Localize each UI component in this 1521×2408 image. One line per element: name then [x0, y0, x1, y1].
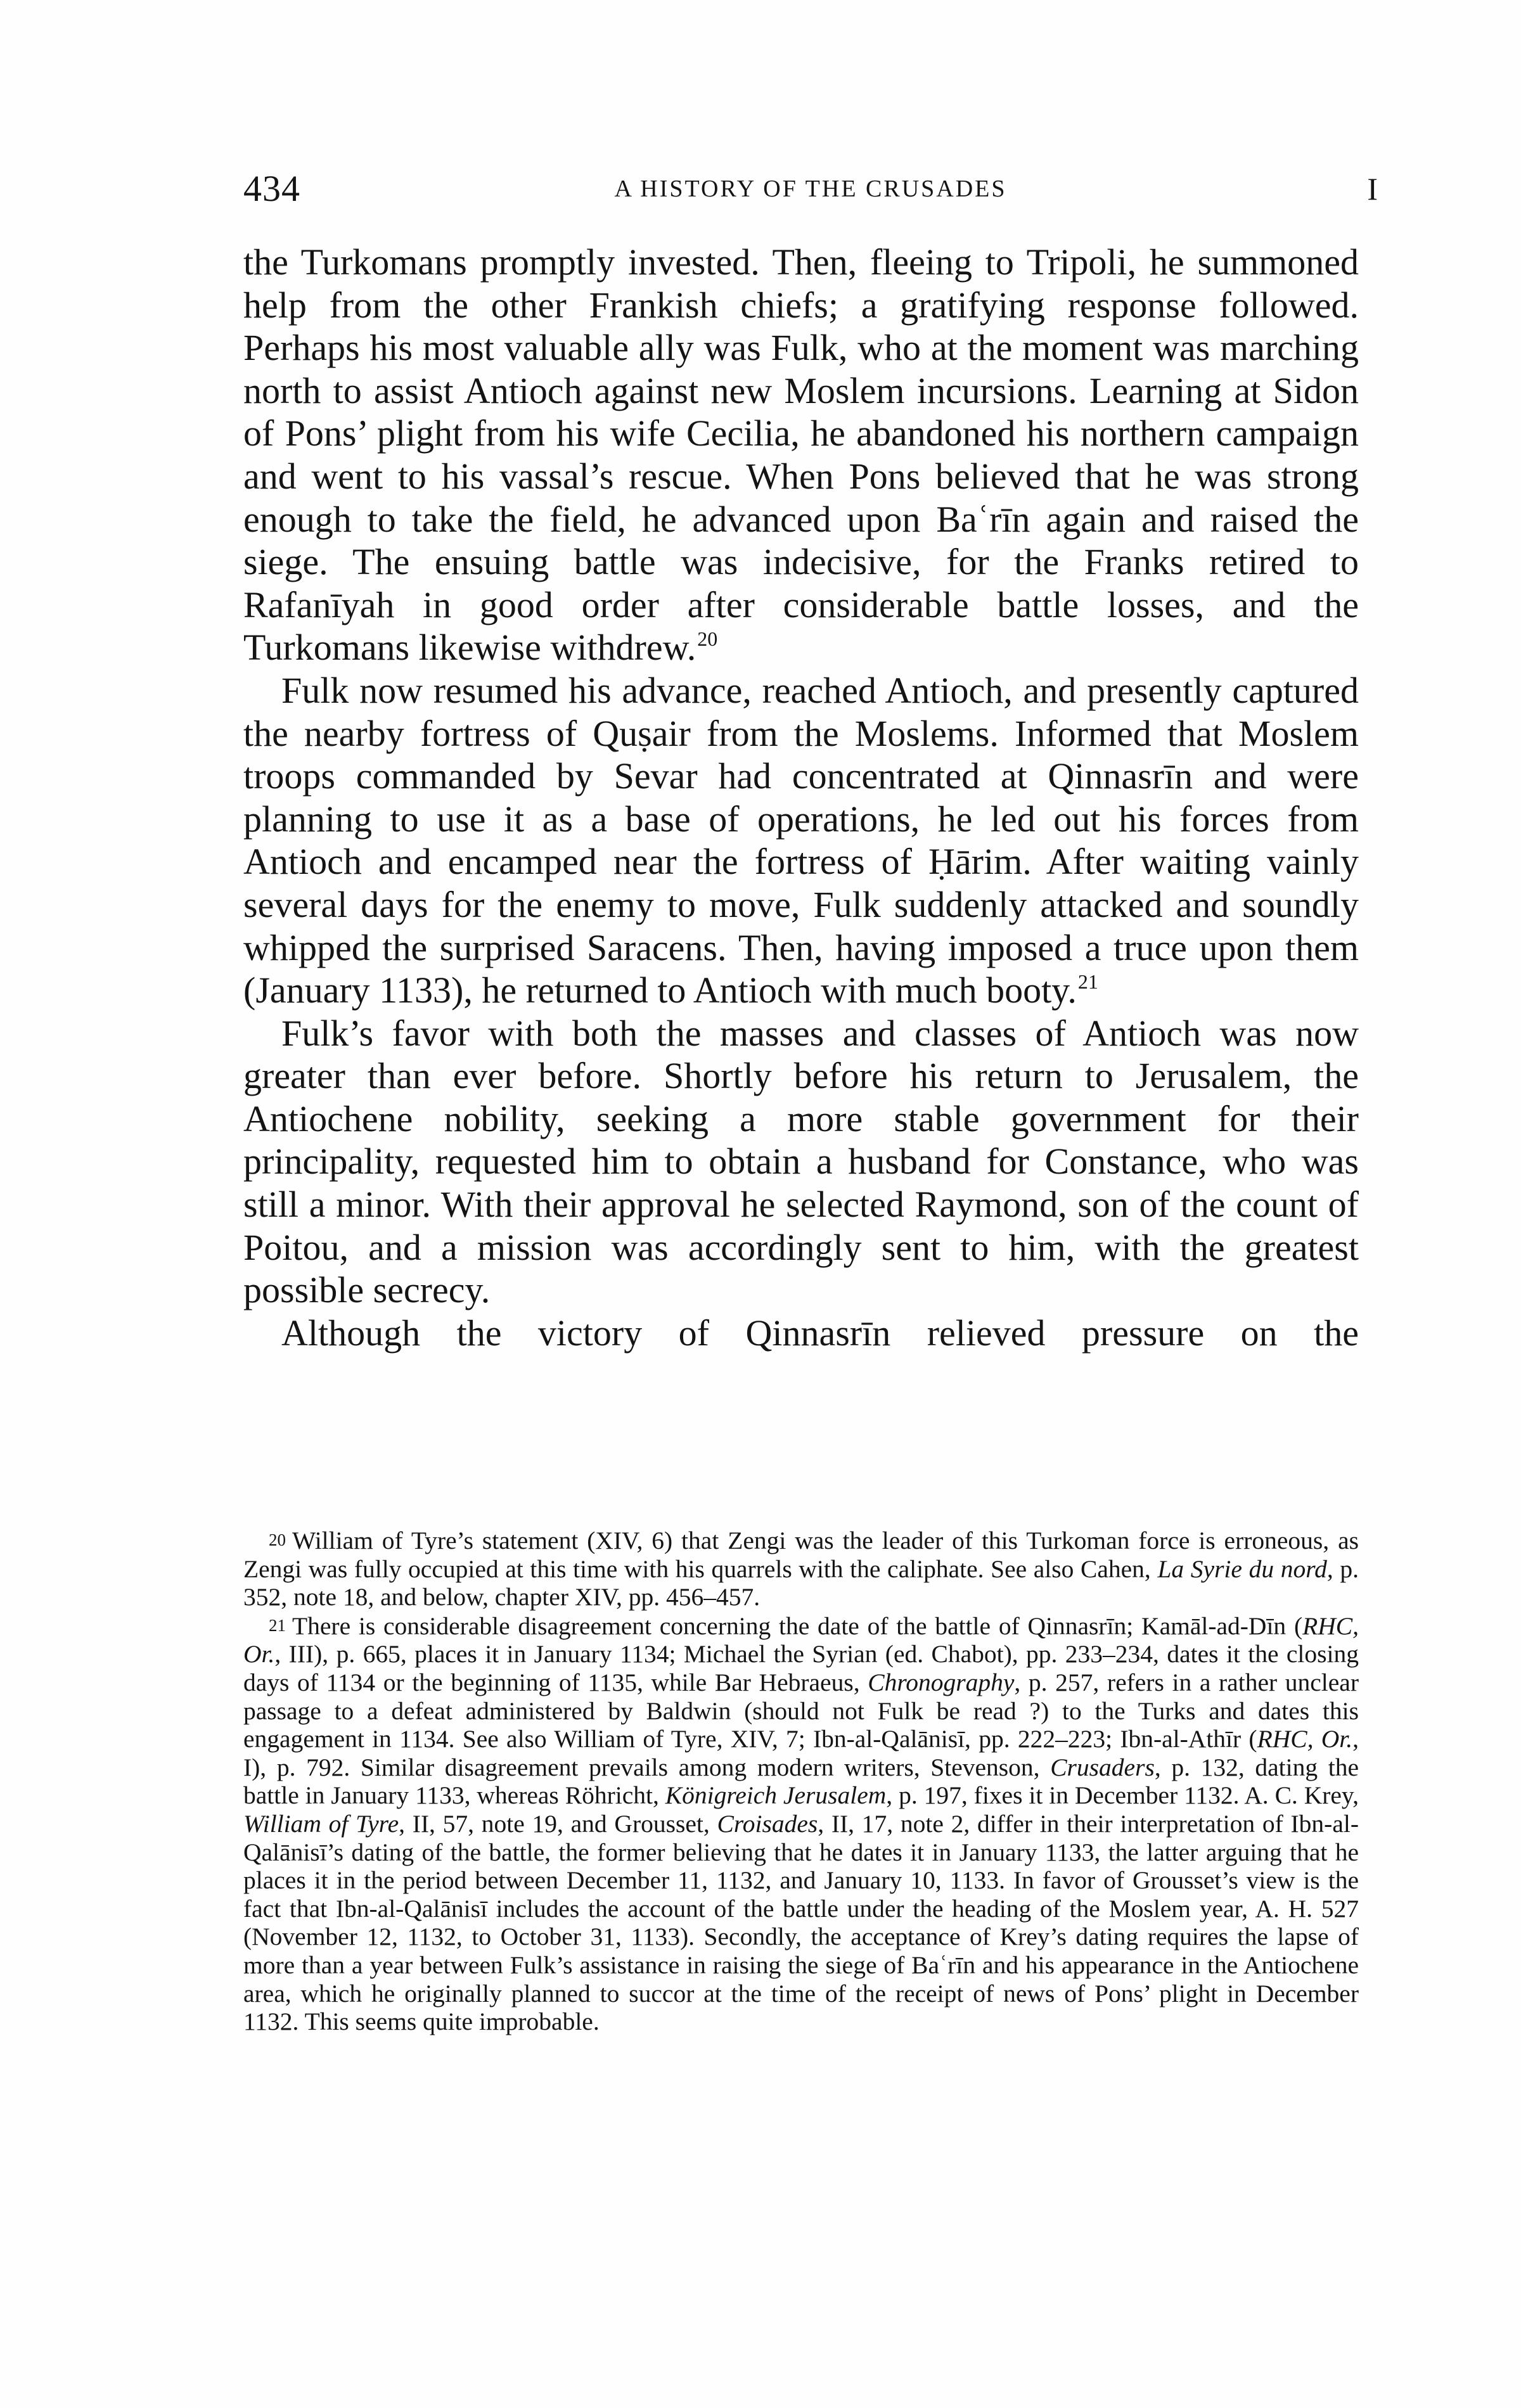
footnote-text: William of Tyre’s statement (XIV, 6) that Zengi was the leader of this Turkoman force is erroneous, as Zengi was fully occupied at this time with his quarrels with the caliphate. See also Cahen, [243, 1527, 1359, 1583]
footnote-text: , II, 57, note 19, and Grousset, [399, 1809, 717, 1838]
paragraph-text: Fulk’s favor with both the masses and classes of Antioch was now greater than ever before. Shortly before his return to Jerusalem, the Antiochene nobility, seeking a more stable government for their principality, requested him to obtain a husband for Constance, who was still a minor. With their approval he selected Raymond, son of the count of Poitou, and a mission was accordingly sent to him, with the greatest possible secrecy. [243, 1012, 1359, 1311]
footnote-italic: William of Tyre [243, 1809, 399, 1838]
footnote-20 [243, 1526, 1359, 1611]
footnote-text: , I), p. 792. Similar disagreement prevails among modern writers, Stevenson, [243, 1725, 1359, 1781]
main-text [243, 241, 1359, 1354]
footnote-italic: La Syrie du nord [1157, 1554, 1327, 1583]
footnote-text: , p. 132, dating the battle in January 1133, whereas Röhricht, [243, 1753, 1359, 1810]
footnote-text: , p. 197, fixes it in December 1132. A. C. Krey, [886, 1781, 1359, 1810]
paragraph-text: the Turkomans promptly invested. Then, fleeing to Tripoli, he summoned help from the other Frankish chiefs; a gratifying response followed. Perhaps his most valuable ally was Fulk, who at the moment was marching north to assist Antioch against new Moslem incursions. Learning at Sidon of Pons’ plight from his wife Cecilia, he abandoned his northern campaign and went to his vassal’s rescue. When Pons believed that he was strong enough to take the field, he advanced upon Baʿrīn again and raised the siege. The ensuing battle was indecisive, for the Franks retired to Rafanīyah in good order after considerable battle losses, and the Turkomans likewise withdrew. [243, 241, 1359, 669]
running-title: A HISTORY OF THE CRUSADES [614, 176, 1007, 202]
footnote-italic: Königreich Jerusalem [665, 1781, 887, 1810]
footnote-reference: 20 [697, 627, 718, 651]
footnote-italic: Chronography [868, 1668, 1015, 1696]
footnotes [243, 1526, 1359, 2036]
footnote-reference: 21 [1077, 970, 1098, 994]
footnote-italic: RHC, Or. [243, 1611, 1359, 1668]
paragraph [243, 1312, 1359, 1355]
footnote-text: , p. 257, refers in a rather unclear passage to a defeat administered by Baldwin (should not Fulk be read ?) to the Turks and dates this engagement in 1134. See also William of Tyre, XIV, 7; Ibn-al-Qalānisī, pp. 222–223; Ibn-al-Athīr ( [243, 1668, 1359, 1753]
paragraph [243, 1012, 1359, 1312]
page-number: 434 [243, 168, 300, 209]
footnote-number: 21 [269, 1615, 286, 1635]
footnote-text: , III), p. 665, places it in January 1134; Michael the Syrian (ed. Chabot), pp. 233–234, dates it the closing days of 1134 or the beginning of 1135, while Bar Hebraeus, [243, 1640, 1359, 1696]
footnote-number: 20 [269, 1530, 286, 1549]
footnote-italic: Crusaders [1050, 1753, 1155, 1781]
paragraph-text: Although the victory of Qinnasrīn relieved pressure on the [281, 1312, 1359, 1354]
paragraph [243, 669, 1359, 1012]
paragraph [243, 241, 1359, 669]
paragraph-text: Fulk now resumed his advance, reached Antioch, and presently captured the nearby fortress of Quṣair from the Moslems. Informed that Moslem troops commanded by Sevar had concentrated at Qinnasrīn and were planning to use it as a base of operations, he led out his forces from Antioch and encamped near the fortress of Ḥārim. After waiting vainly several days for the enemy to move, Fulk suddenly attacked and soundly whipped the surprised Saracens. Then, having imposed a truce upon them (January 1133), he returned to Antioch with much booty. [243, 669, 1359, 1011]
footnote-text: There is considerable disagreement concerning the date of the battle of Qinnasrīn; Kamāl-ad-Dīn ( [292, 1611, 1303, 1640]
footnote-text: , II, 17, note 2, differ in their interpretation of Ibn-al-Qalānisī’s dating of the battle, the former believing that he dates it in January 1133, the latter arguing that he places it in the period between December 11, 1132, and January 10, 1133. In favor of Grousset’s view is the fact that Ibn-al-Qalānisī includes the account of the battle under the heading of the Moslem year, A. H. 527 (November 12, 1132, to October 31, 1133). Secondly, the acceptance of Krey’s dating requires the lapse of more than a year between Fulk’s assistance in raising the siege of Baʿrīn and his appearance in the Antiochene area, which he originally planned to succor at the time of the receipt of news of Pons’ plight in December 1132. This seems quite improbable. [243, 1809, 1359, 2036]
running-head [243, 163, 1378, 214]
footnote-21 [243, 1611, 1359, 2036]
footnote-italic: Croisades [717, 1809, 818, 1838]
volume-number: I [1367, 171, 1378, 207]
footnote-text: , p. 352, note 18, and below, chapter XIV, pp. 456–457. [243, 1554, 1359, 1611]
footnote-italic: RHC, Or. [1257, 1725, 1353, 1753]
